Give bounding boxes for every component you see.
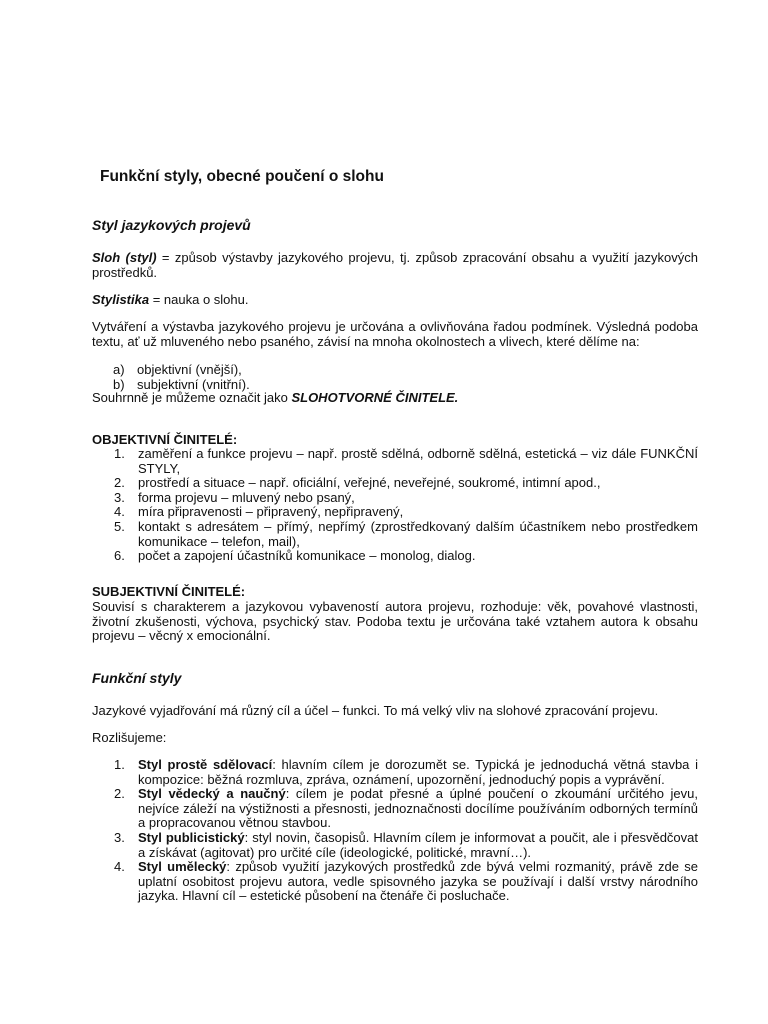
list-item	[92, 860, 698, 904]
list-item-text: forma projevu – mluvený nebo psaný,	[138, 489, 355, 505]
list-marker: a)	[113, 362, 125, 377]
list-marker: 5.	[114, 518, 125, 534]
style-name: Styl publicistický	[138, 829, 245, 845]
term-sloh: Sloh (styl)	[92, 250, 157, 265]
list-marker: 1.	[114, 757, 125, 772]
functional-styles-intro: Jazykové vyjadřování má různý cíl a účel – funkci. To má velký vliv na slohové zpracování projevu.	[92, 703, 659, 718]
definition-stylistika	[92, 293, 698, 308]
list-item-text: míra připravenosti – připravený, nepřipravený,	[138, 504, 404, 520]
list-marker: 3.	[114, 829, 125, 845]
style-name: Styl prostě sdělovací	[138, 757, 273, 772]
list-item-text: prostředí a situace – např. oficiální, veřejné, neveřejné, soukromé, intimní apod.,	[138, 475, 601, 491]
list-item	[92, 787, 698, 831]
objective-factors-heading: OBJEKTIVNÍ ČINITELÉ:	[92, 432, 238, 447]
subjective-factors-heading: SUBJEKTIVNÍ ČINITELÉ:	[92, 584, 246, 599]
list-marker: 4.	[114, 859, 125, 875]
subjective-factors-text: Souvisí s charakterem a jazykovou vybaveností autora projevu, rozhoduje: věk, povahové vlastnosti, životní zkušenosti, výchova, psychický stav. Podoba textu je určována také vztahem autora k obsahu projevu – věcný x emocionální.	[92, 599, 698, 644]
summary-emphasis: SLOHOTVORNÉ ČINITELE.	[291, 390, 459, 405]
list-item-text: kontakt s adresátem – přímý, nepřímý (zprostředkovaný dalším účastníkem nebo prostředkem komunikace – telefon, mail),	[138, 518, 698, 549]
list-item	[92, 447, 698, 476]
list-marker: 3.	[114, 489, 125, 505]
list-marker: 2.	[114, 475, 125, 491]
style-description: : styl novin, časopisů. Hlavním cílem je informovat a poučit, ale i přesvědčovat a získávat (agitovat) pro určité cíle (ideologické, politické, mravní…).	[138, 829, 699, 860]
summary-line	[92, 391, 698, 406]
list-item-text: zaměření a funkce projevu – např. prostě sdělná, odborně sdělná, estetická – viz dále FUNKČNÍ STYLY,	[138, 446, 698, 476]
functional-styles-list	[92, 758, 698, 904]
list-item-text: subjektivní (vnitřní).	[137, 376, 250, 392]
list-item	[92, 549, 698, 564]
style-name: Styl vědecký a naučný	[138, 786, 286, 802]
section-heading-funkcni-styly: Funkční styly	[92, 670, 182, 686]
list-item	[92, 476, 698, 491]
list-marker: 2.	[114, 786, 125, 802]
definition-sloh-text: = způsob výstavby jazykového projevu, tj. způsob zpracování obsahu a využití jazykových prostředků.	[92, 250, 698, 280]
list-marker: 4.	[114, 504, 125, 520]
list-marker: 1.	[114, 446, 125, 461]
objective-factors-list	[92, 447, 698, 564]
rozlisujeme-label: Rozlišujeme:	[92, 730, 167, 745]
list-item-text: počet a zapojení účastníků komunikace – monolog, dialog.	[138, 548, 476, 564]
summary-text: Souhrnně je můžeme označit jako	[92, 390, 292, 405]
list-item	[92, 505, 698, 520]
style-description: : cílem je podat přesné a úplné poučení o zkoumání určitého jevu, nejvíce záleží na výstižnosti a přesnosti, jednoznačnosti docílíme používáním odborných termínů a propracovanou větnou stavbou.	[138, 786, 698, 831]
list-item	[92, 831, 698, 860]
list-item-text: objektivní (vnější),	[137, 362, 242, 377]
definition-stylistika-text: = nauka o slohu.	[149, 292, 249, 307]
style-description: : způsob využití jazykových prostředků zde bývá velmi rozmanitý, právě zde se uplatní osobitost projevu autora, vedle spisovného jazyka se používají i další vrstvy národního jazyka. Hlavní cíl – estetické působení na čtenáře či posluchače.	[138, 859, 698, 904]
list-item	[92, 363, 698, 378]
list-marker: b)	[113, 376, 125, 392]
section-heading-styl-jazykovych-projevu: Styl jazykových projevů	[92, 217, 251, 233]
style-description: : hlavním cílem je dorozumět se. Typická je jednoduchá větná stavba i kompozice: běžná rozmluva, zpráva, oznámení, upozornění, jednoduchý popis a vyprávění.	[138, 757, 698, 787]
page-title: Funkční styly, obecné poučení o slohu	[100, 168, 384, 185]
list-item	[92, 491, 698, 506]
style-name: Styl umělecký	[138, 859, 227, 875]
list-item	[92, 758, 698, 787]
term-stylistika: Stylistika	[92, 292, 150, 307]
list-item	[92, 520, 698, 549]
definition-sloh	[92, 251, 698, 280]
list-marker: 6.	[114, 548, 125, 564]
factor-list	[92, 363, 698, 392]
intro-paragraph: Vytváření a výstavba jazykového projevu je určována a ovlivňována řadou podmínek. Výsledná podoba textu, ať už mluveného nebo psaného, závisí na mnoha okolnostech a vlivech, které dělíme na:	[92, 319, 698, 349]
